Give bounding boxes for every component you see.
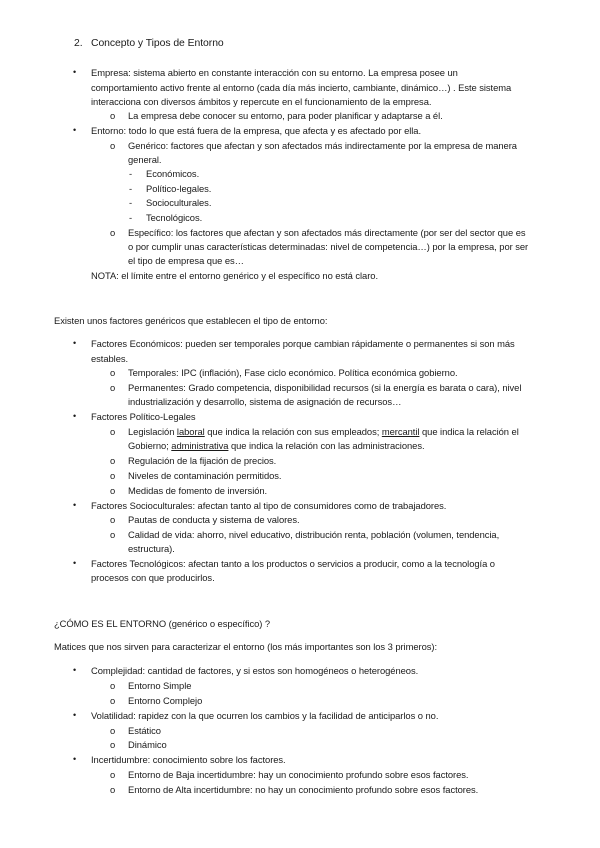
empresa-line-1: Empresa: sistema abierto en constante interacción con su entorno. La empresa posee un	[91, 67, 458, 78]
legislacion-line-1	[128, 425, 519, 438]
circle-marker: o	[110, 725, 116, 736]
nota-line: NOTA: el límite entre el entorno genérico y el específico no está claro.	[91, 270, 378, 281]
factor-politico-legales: Político-legales.	[146, 183, 212, 194]
bullet-marker: •	[73, 500, 77, 510]
regulacion-precios: Regulación de la fijación de precios.	[128, 455, 277, 466]
permanentes-line-2: industrialización y desarrollo, sistema de asignación de recursos…	[128, 396, 402, 407]
permanentes-line-1: Permanentes: Grado competencia, disponibilidad recursos (si la energía es barata o cara), nivel	[128, 382, 522, 393]
alta-incertidumbre: Entorno de Alta incertidumbre: no hay un conocimiento profundo sobre esos factores.	[128, 784, 479, 795]
circle-marker: o	[110, 227, 116, 238]
empresa-line-2: comportamiento activo frente al entorno (cada día más incierto, cambiante, dinámico…) . Este sistema	[91, 82, 512, 93]
bullet-marker: •	[73, 558, 77, 568]
empresa-line-3: interacciona con diversos ámbitos y repercute en el funcionamiento de la empresa.	[91, 96, 432, 107]
dinamico: Dinámico	[128, 739, 167, 750]
estatico: Estático	[128, 725, 161, 736]
pautas-line: Pautas de conducta y sistema de valores.	[128, 514, 300, 525]
legislacion-line-2	[128, 439, 425, 452]
factor-economicos: Económicos.	[146, 168, 200, 179]
socio-title: Factores Socioculturales: afectan tanto al tipo de consumidores como de trabajadores.	[91, 500, 447, 511]
circle-marker: o	[110, 426, 116, 437]
circle-marker: o	[110, 769, 116, 780]
mercantil-term: mercantil	[381, 426, 420, 437]
dash-marker: -	[129, 183, 133, 194]
dash-marker: -	[129, 212, 133, 223]
legislacion2-text-c: que indica la relación con las administraciones.	[228, 440, 425, 451]
tecno-line-1: Factores Tecnológicos: afectan tanto a los productos o servicios a producir, como a la tecnología o	[91, 558, 495, 569]
bullet-marker: •	[73, 125, 77, 135]
baja-incertidumbre: Entorno de Baja incertidumbre: hay un conocimiento profundo sobre esos factores.	[128, 769, 469, 780]
circle-marker: o	[110, 695, 116, 706]
como-es-intro: Matices que nos sirven para caracterizar el entorno (los más importantes son los 3 primeros):	[54, 641, 438, 652]
circle-marker: o	[110, 485, 116, 496]
especifico-line-2: o por cumplir unas características determinadas: nivel de competencia…) por la empresa, por ser	[128, 241, 529, 252]
complejidad-title: Complejidad: cantidad de factores, y si estos son homogéneos o heterogéneos.	[91, 665, 419, 676]
empresa-sub-1: La empresa debe conocer su entorno, para poder planificar y adaptarse a él.	[128, 110, 443, 121]
circle-marker: o	[110, 470, 116, 481]
circle-marker: o	[110, 739, 116, 750]
bullet-marker: •	[73, 665, 77, 675]
generico-line-1: Genérico: factores que afectan y son afectados más indirectamente por la empresa de manera	[128, 140, 517, 151]
calidad-line-2: estructura).	[128, 543, 175, 554]
factor-tecnologicos: Tecnológicos.	[146, 212, 203, 223]
bullet-marker: •	[73, 710, 77, 720]
entorno-simple: Entorno Simple	[128, 680, 192, 691]
bullet-marker: •	[73, 67, 77, 77]
factor-socioculturales: Socioculturales.	[146, 197, 212, 208]
laboral-term: laboral	[176, 426, 205, 437]
circle-marker: o	[110, 784, 116, 795]
dash-marker: -	[129, 197, 133, 208]
politico-title: Factores Político-Legales	[91, 411, 196, 422]
tecno-line-2: procesos con que producirlos.	[91, 572, 215, 583]
economicos-line-2: estables.	[91, 353, 129, 364]
legislacion-text-a: Legislación	[128, 426, 177, 437]
circle-marker: o	[110, 367, 116, 378]
section-number: 2.	[74, 38, 83, 49]
administrativa-term: administrativa	[171, 440, 229, 451]
incertidumbre-title: Incertidumbre: conocimiento sobre los factores.	[91, 754, 286, 765]
circle-marker: o	[110, 514, 116, 525]
circle-marker: o	[110, 680, 116, 691]
circle-marker: o	[110, 455, 116, 466]
circle-marker: o	[110, 529, 116, 540]
circle-marker: o	[110, 110, 116, 121]
bullet-marker: •	[73, 338, 77, 348]
factores-intro: Existen unos factores genéricos que establecen el tipo de entorno:	[54, 315, 328, 326]
economicos-line-1: Factores Económicos: pueden ser temporales porque cambian rápidamente o permanentes si son más	[91, 338, 515, 349]
calidad-line-1: Calidad de vida: ahorro, nivel educativo, distribución renta, población (volumen, tendencia,	[128, 529, 500, 540]
dash-marker: -	[129, 168, 133, 179]
especifico-line-1: Específico: los factores que afectan y son afectados más directamente (por ser del sector que es	[128, 227, 526, 238]
temporales-line: Temporales: IPC (inflación), Fase ciclo económico. Política económica gobierno.	[128, 367, 458, 378]
legislacion-text-e: que indica la relación el	[419, 426, 519, 437]
bullet-marker: •	[73, 754, 77, 764]
especifico-line-3: el tipo de empresa que es…	[128, 255, 244, 266]
legislacion2-text-a: Gobierno;	[128, 440, 172, 451]
circle-marker: o	[110, 140, 116, 151]
bullet-marker: •	[73, 411, 77, 421]
volatilidad-title: Volatilidad: rapidez con la que ocurren los cambios y la facilidad de anticiparlos o no.	[91, 710, 439, 721]
circle-marker: o	[110, 382, 116, 393]
entorno-complejo: Entorno Complejo	[128, 695, 203, 706]
generico-line-2: general.	[128, 154, 162, 165]
como-es-title: ¿CÓMO ES EL ENTORNO (genérico o específico) ?	[54, 618, 271, 629]
legislacion-text-c: que indica la relación con sus empleados;	[204, 426, 382, 437]
entorno-line-1: Entorno: todo lo que está fuera de la empresa, que afecta y es afectado por ella.	[91, 125, 422, 136]
section-title: Concepto y Tipos de Entorno	[91, 38, 224, 49]
niveles-contaminacion: Niveles de contaminación permitidos.	[128, 470, 282, 481]
fomento-inversion: Medidas de fomento de inversión.	[128, 485, 268, 496]
